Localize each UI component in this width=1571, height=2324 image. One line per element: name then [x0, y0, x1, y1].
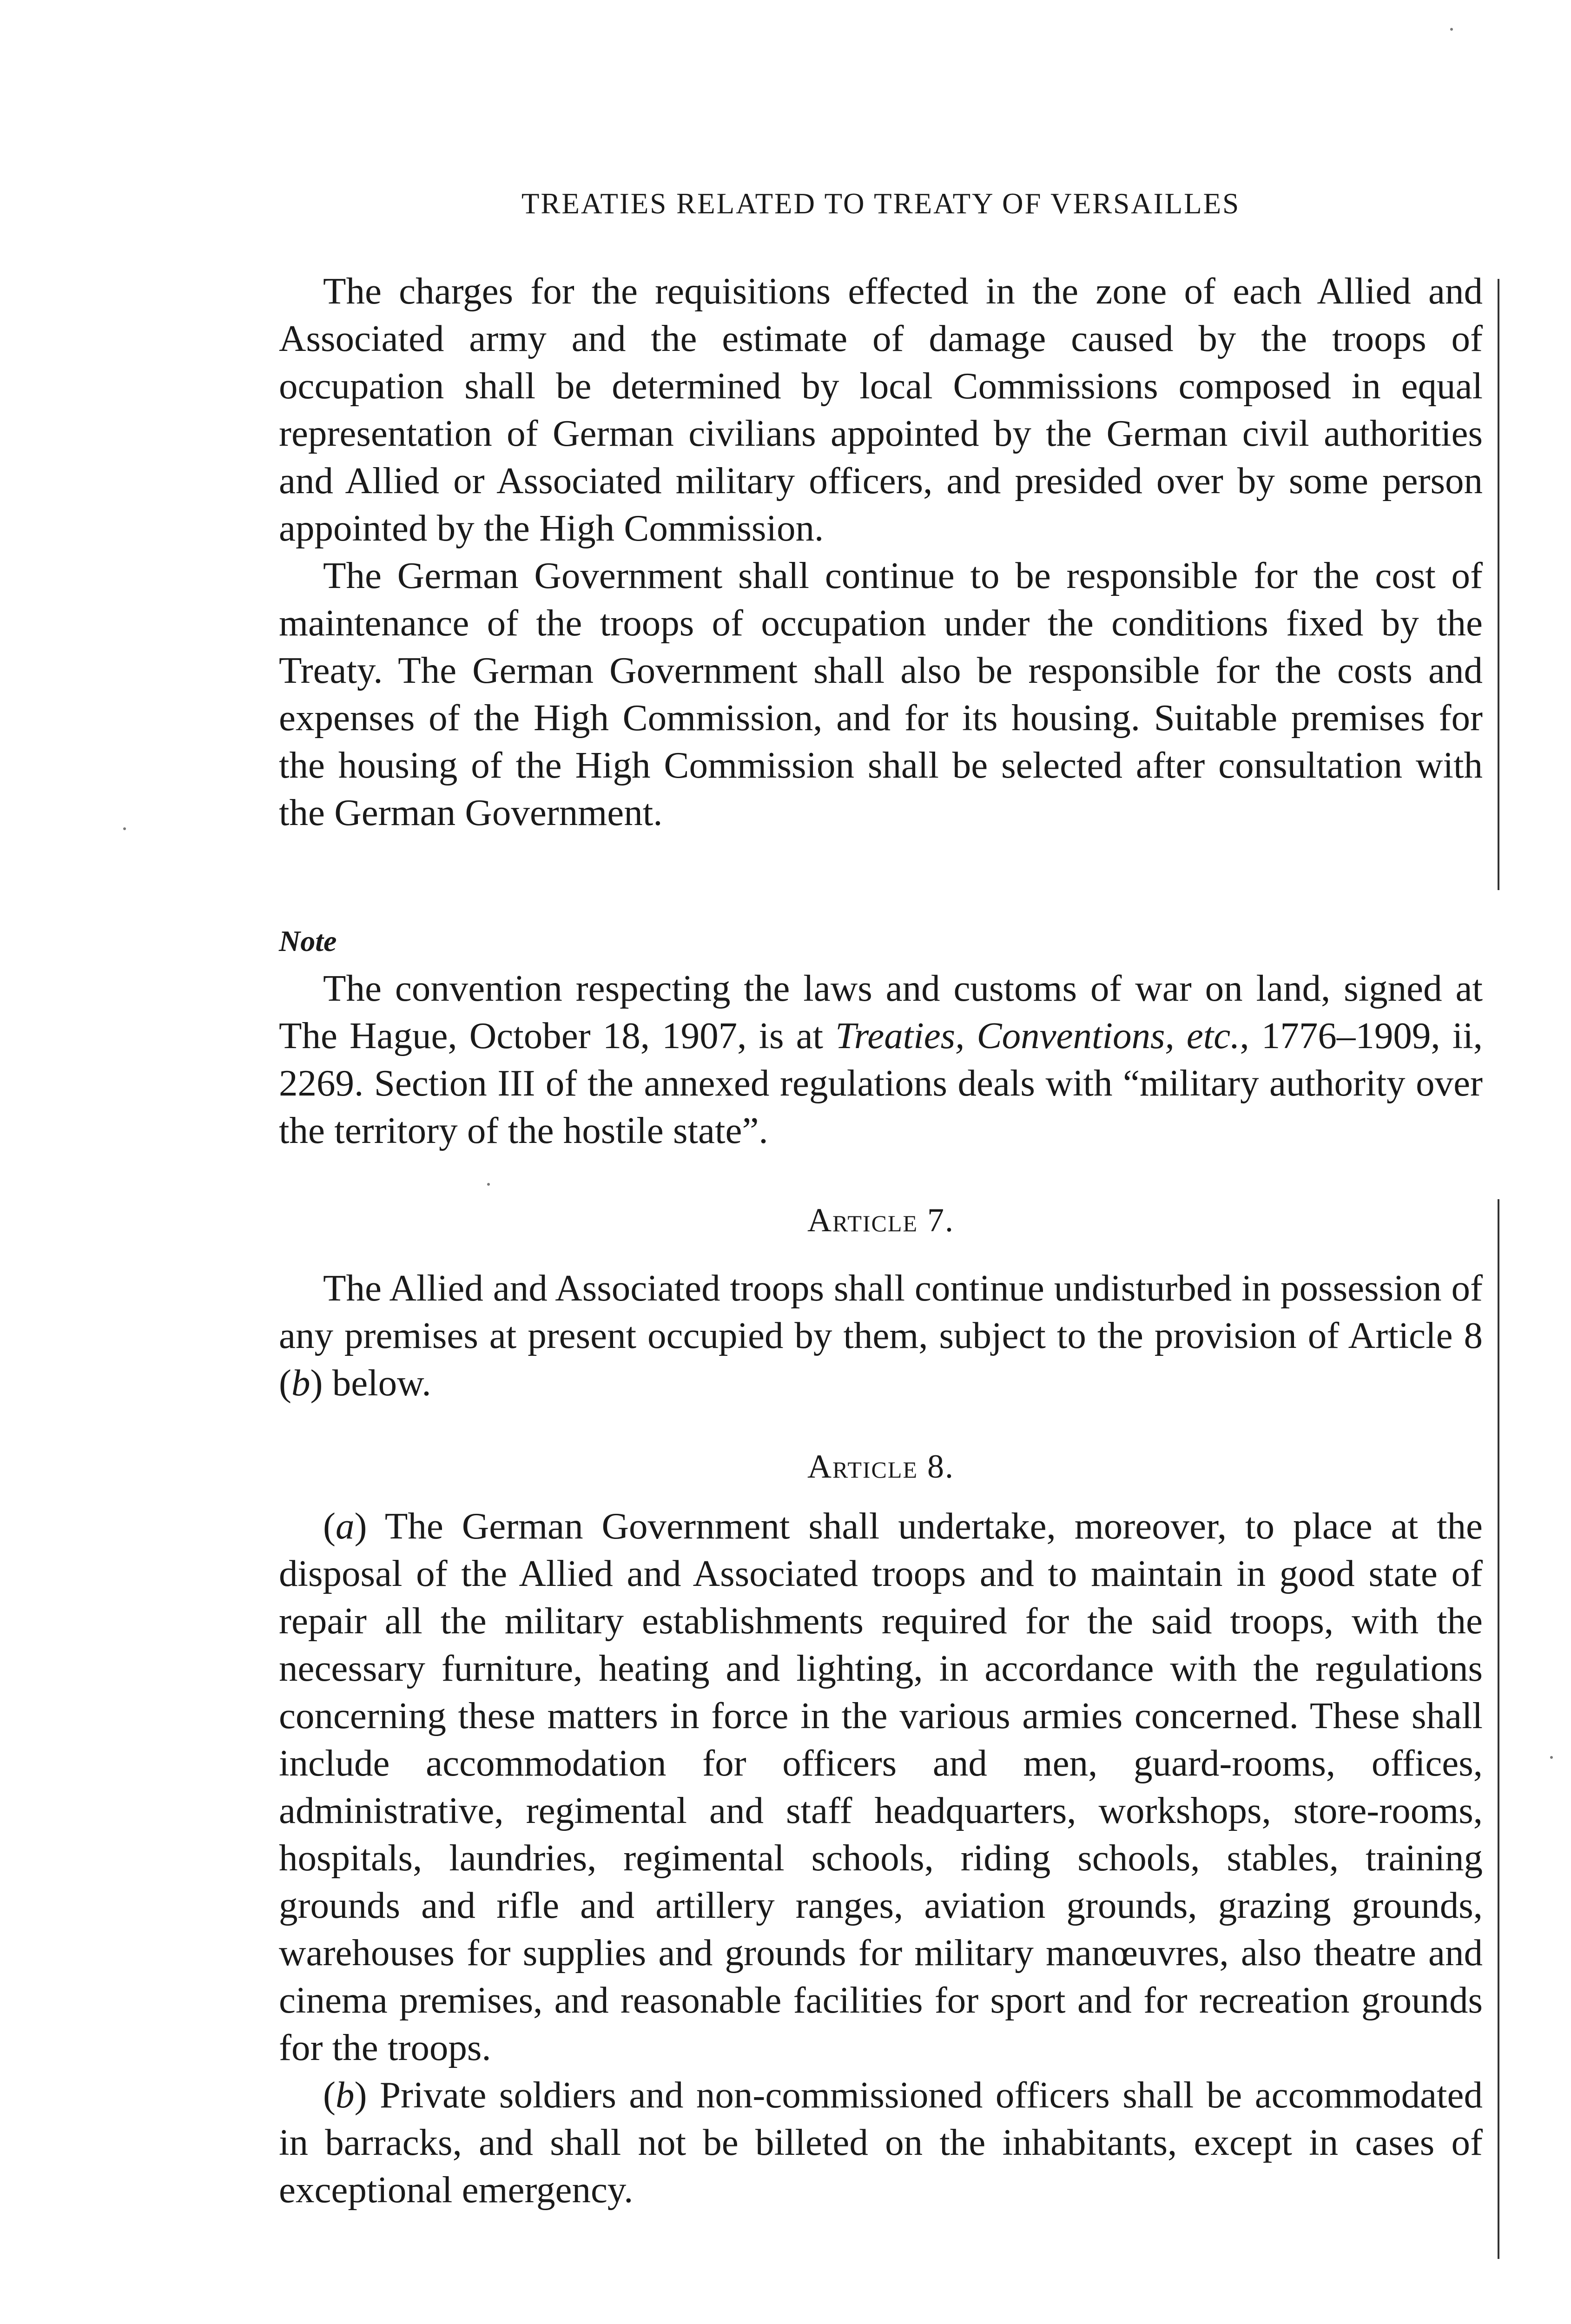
article-7-text-start: The Allied and Associated troops shall continue undisturbed in possession of any premises at present occupied by them, subject to the provision of Article 8 ( [279, 1267, 1483, 1404]
article-7-reference: b [291, 1362, 310, 1404]
running-head: TREATIES RELATED TO TREATY OF VERSAILLES [521, 187, 1241, 220]
margin-rule-lower [1498, 1199, 1499, 2259]
paragraph-b-marker: b [335, 2074, 355, 2116]
article-8-heading: Article 8. [807, 1448, 954, 1485]
note-text-start: The convention respecting the laws and customs of war on land, signed at The Hague, October 18, 1907, is at [279, 967, 1483, 1056]
scan-speck [1450, 28, 1453, 31]
scan-speck [487, 1183, 490, 1186]
paragraph-b-text: Private soldiers and non-commissioned officers shall be accommodated in barracks, and shall not be billeted on the inhabitants, except in cases of exceptional emergency. [279, 2074, 1483, 2211]
article-8-block [279, 1502, 1483, 2213]
article-7-paragraph [279, 1264, 1483, 1406]
paragraph-a-marker: a [335, 1505, 355, 1547]
note-label: Note [279, 924, 337, 957]
upper-text-block [279, 267, 1483, 836]
article-7-block [279, 1264, 1483, 1406]
article-7-heading: Article 7. [807, 1202, 954, 1239]
article-8-paragraph-a: (a) The German Government shall undertake, moreover, to place at the disposal of the Allied and Associated troops and to maintain in good state of repair all the military establishments required for the said troops, with the necessary furniture, heating and lighting, in accordance with the regulations concerning these matters in force in the various armies concerned. These shall include accommodation for officers and men, guard-rooms, offices, administrative, regimental and staff headquarters, workshops, store-rooms, hospitals, laundries, regimental schools, riding schools, stables, training grounds and rifle and artillery ranges, aviation grounds, grazing grounds, warehouses for supplies and grounds for military manœuvres, also theatre and cinema premises, and reasonable facilities for sport and for recreation grounds for the troops. [279, 1505, 1483, 2068]
note-citation: Treaties, Conventions, etc. [835, 1015, 1240, 1056]
note-paragraph [279, 964, 1483, 1154]
maintenance-cost-paragraph: The German Government shall continue to be responsible for the cost of maintenance of the troops of occupation under the conditions fixed by the Treaty. The German Government shall also be responsible for the costs and expenses of the High Commission, and for its housing. Suitable premises for the housing of the High Commission shall be selected after consultation with the German Government. [279, 555, 1483, 833]
article-8-paragraph-b: (b) Private soldiers and non-commissioned officers shall be accommodated in barracks, and shall not be billeted on the inhabitants, except in cases of exceptional emergency. [279, 2074, 1483, 2211]
scan-speck [1550, 1756, 1553, 1759]
scan-speck [123, 827, 126, 830]
note-block [279, 964, 1483, 1154]
article-7-text-end: ) below. [310, 1362, 431, 1404]
requisition-charges-paragraph: The charges for the requisitions effected in the zone of each Allied and Associated army and the estimate of damage caused by the troops of occupation shall be determined by local Commissions composed in equal representation of German civilians appointed by the German civil authorities and Allied or Associated military officers, and presided over by some person appointed by the High Commission. [279, 270, 1483, 549]
paragraph-a-text: The German Government shall undertake, moreover, to place at the disposal of the Allied and Associated troops and to maintain in good state of repair all the military establishments required for the said troops, with the necessary furniture, heating and lighting, in accordance with the regulations concerning these matters in force in the various armies concerned. These shall include accommodation for officers and men, guard-rooms, offices, administrative, regimental and staff headquarters, workshops, store-rooms, hospitals, laundries, regimental schools, riding schools, stables, training grounds and rifle and artillery ranges, aviation grounds, grazing grounds, warehouses for supplies and grounds for military manœuvres, also theatre and cinema premises, and reasonable facilities for sport and for recreation grounds for the troops. [279, 1505, 1483, 2068]
margin-rule-upper [1498, 279, 1499, 890]
note-text-end: , 1776–1909, ii, 2269. Section III of the annexed regulations deals with “military authority over the territory of the hostile state”. [279, 1015, 1483, 1151]
